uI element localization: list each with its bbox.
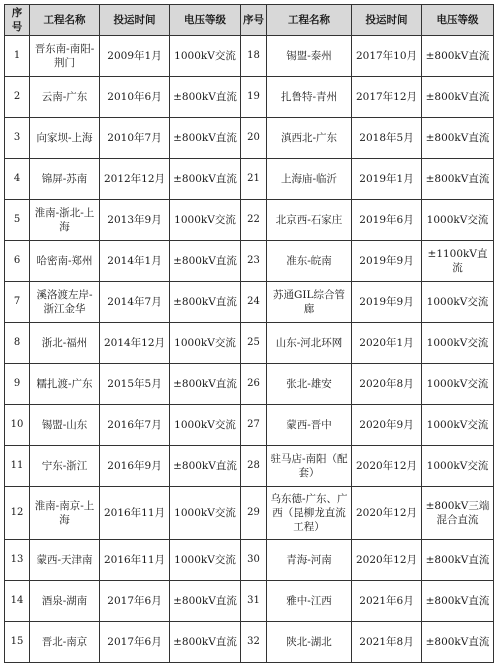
header-name-left: 工程名称	[30, 5, 100, 36]
table-row	[5, 364, 494, 405]
cell-commission-date-left: 2014年7月	[100, 282, 170, 323]
cell-commission-date-left: 2010年7月	[100, 118, 170, 159]
cell-commission-date-left: 2010年6月	[100, 77, 170, 118]
cell-project-name-right: 乌东德-广东、广西（昆柳龙直流工程）	[267, 487, 352, 540]
cell-project-name-right: 锡盟-泰州	[267, 36, 352, 77]
cell-commission-date-left: 2009年1月	[100, 36, 170, 77]
cell-no-left: 8	[5, 323, 30, 364]
cell-project-name-left: 晋北-南京	[30, 621, 100, 662]
cell-no-right: 31	[241, 580, 267, 621]
cell-project-name-left: 宁东-浙江	[30, 446, 100, 487]
cell-voltage-level-left: 1000kV交流	[170, 200, 241, 241]
cell-commission-date-left: 2016年7月	[100, 405, 170, 446]
cell-commission-date-right: 2017年10月	[352, 36, 422, 77]
cell-commission-date-left: 2017年6月	[100, 621, 170, 662]
cell-voltage-level-right: ±800kV直流	[422, 539, 494, 580]
cell-no-left: 3	[5, 118, 30, 159]
header-voltage-right: 电压等级	[422, 5, 494, 36]
cell-no-right: 22	[241, 200, 267, 241]
cell-no-right: 20	[241, 118, 267, 159]
cell-project-name-right: 苏通GIL综合管廊	[267, 282, 352, 323]
cell-project-name-right: 青海-河南	[267, 539, 352, 580]
header-date-right: 投运时间	[352, 5, 422, 36]
table-row	[5, 487, 494, 540]
header-no-left: 序号	[5, 5, 30, 36]
table-row	[5, 200, 494, 241]
cell-no-right: 27	[241, 405, 267, 446]
cell-voltage-level-right: 1000kV交流	[422, 323, 494, 364]
cell-no-left: 6	[5, 241, 30, 282]
cell-no-right: 25	[241, 323, 267, 364]
cell-no-right: 24	[241, 282, 267, 323]
table-row	[5, 36, 494, 77]
cell-commission-date-right: 2020年9月	[352, 405, 422, 446]
cell-no-right: 30	[241, 539, 267, 580]
cell-project-name-left: 云南-广东	[30, 77, 100, 118]
cell-voltage-level-right: ±800kV直流	[422, 621, 494, 662]
cell-project-name-left: 糯扎渡-广东	[30, 364, 100, 405]
cell-voltage-level-right: 1000kV交流	[422, 405, 494, 446]
cell-voltage-level-left: ±800kV直流	[170, 241, 241, 282]
cell-commission-date-right: 2021年8月	[352, 621, 422, 662]
cell-voltage-level-left: 1000kV交流	[170, 36, 241, 77]
cell-commission-date-left: 2016年11月	[100, 487, 170, 540]
cell-commission-date-right: 2020年1月	[352, 323, 422, 364]
cell-commission-date-left: 2015年5月	[100, 364, 170, 405]
table-row	[5, 405, 494, 446]
cell-voltage-level-left: ±800kV直流	[170, 159, 241, 200]
cell-no-right: 29	[241, 487, 267, 540]
cell-no-left: 13	[5, 539, 30, 580]
cell-no-right: 19	[241, 77, 267, 118]
cell-commission-date-right: 2018年5月	[352, 118, 422, 159]
cell-project-name-left: 蒙西-天津南	[30, 539, 100, 580]
table-row	[5, 446, 494, 487]
cell-voltage-level-right: ±800kV直流	[422, 77, 494, 118]
cell-commission-date-left: 2016年9月	[100, 446, 170, 487]
cell-commission-date-right: 2020年8月	[352, 364, 422, 405]
cell-project-name-right: 蒙西-晋中	[267, 405, 352, 446]
table-row	[5, 539, 494, 580]
cell-commission-date-right: 2019年6月	[352, 200, 422, 241]
cell-project-name-left: 晋东南-南阳-荆门	[30, 36, 100, 77]
cell-voltage-level-right: ±800kV三端混合直流	[422, 487, 494, 540]
header-row	[5, 5, 494, 36]
cell-voltage-level-right: 1000kV交流	[422, 446, 494, 487]
cell-project-name-right: 张北-雄安	[267, 364, 352, 405]
cell-voltage-level-left: 1000kV交流	[170, 323, 241, 364]
cell-voltage-level-right: ±800kV直流	[422, 159, 494, 200]
cell-voltage-level-left: 1000kV交流	[170, 539, 241, 580]
cell-no-left: 7	[5, 282, 30, 323]
cell-commission-date-left: 2012年12月	[100, 159, 170, 200]
cell-commission-date-left: 2014年12月	[100, 323, 170, 364]
cell-project-name-right: 扎鲁特-青州	[267, 77, 352, 118]
header-voltage-left: 电压等级	[170, 5, 241, 36]
cell-no-left: 9	[5, 364, 30, 405]
cell-no-right: 32	[241, 621, 267, 662]
cell-project-name-left: 向家坝-上海	[30, 118, 100, 159]
cell-commission-date-right: 2017年12月	[352, 77, 422, 118]
cell-project-name-right: 上海庙-临沂	[267, 159, 352, 200]
cell-no-left: 11	[5, 446, 30, 487]
cell-commission-date-right: 2020年12月	[352, 446, 422, 487]
cell-no-left: 14	[5, 580, 30, 621]
cell-voltage-level-left: ±800kV直流	[170, 580, 241, 621]
cell-no-left: 15	[5, 621, 30, 662]
cell-voltage-level-left: ±800kV直流	[170, 77, 241, 118]
cell-no-right: 26	[241, 364, 267, 405]
cell-voltage-level-left: ±800kV直流	[170, 282, 241, 323]
uhv-projects-table	[4, 4, 494, 663]
cell-commission-date-right: 2020年12月	[352, 539, 422, 580]
cell-project-name-right: 滇西北-广东	[267, 118, 352, 159]
cell-no-left: 1	[5, 36, 30, 77]
cell-no-left: 5	[5, 200, 30, 241]
cell-project-name-left: 锡盟-山东	[30, 405, 100, 446]
cell-project-name-right: 雅中-江西	[267, 580, 352, 621]
cell-voltage-level-right: 1000kV交流	[422, 282, 494, 323]
cell-commission-date-left: 2014年1月	[100, 241, 170, 282]
cell-commission-date-right: 2021年6月	[352, 580, 422, 621]
cell-voltage-level-left: ±800kV直流	[170, 621, 241, 662]
cell-no-left: 10	[5, 405, 30, 446]
cell-commission-date-left: 2017年6月	[100, 580, 170, 621]
cell-project-name-left: 溪洛渡左岸-浙江金华	[30, 282, 100, 323]
cell-voltage-level-right: ±800kV直流	[422, 118, 494, 159]
cell-voltage-level-left: 1000kV交流	[170, 487, 241, 540]
cell-no-left: 4	[5, 159, 30, 200]
cell-no-right: 23	[241, 241, 267, 282]
table-row	[5, 159, 494, 200]
table-row	[5, 323, 494, 364]
cell-voltage-level-right: ±1100kV直流	[422, 241, 494, 282]
cell-commission-date-right: 2019年9月	[352, 241, 422, 282]
cell-project-name-left: 哈密南-郑州	[30, 241, 100, 282]
table-row	[5, 241, 494, 282]
cell-project-name-left: 淮南-南京-上海	[30, 487, 100, 540]
header-date-left: 投运时间	[100, 5, 170, 36]
table-row	[5, 580, 494, 621]
cell-voltage-level-right: 1000kV交流	[422, 364, 494, 405]
cell-project-name-left: 淮南-浙北-上海	[30, 200, 100, 241]
cell-no-left: 12	[5, 487, 30, 540]
cell-commission-date-right: 2019年9月	[352, 282, 422, 323]
cell-project-name-left: 浙北-福州	[30, 323, 100, 364]
cell-commission-date-left: 2016年11月	[100, 539, 170, 580]
table-row	[5, 621, 494, 662]
cell-project-name-right: 准东-皖南	[267, 241, 352, 282]
cell-voltage-level-left: ±800kV直流	[170, 364, 241, 405]
cell-project-name-right: 陕北-湖北	[267, 621, 352, 662]
cell-project-name-left: 酒泉-湖南	[30, 580, 100, 621]
cell-voltage-level-left: 1000kV交流	[170, 405, 241, 446]
cell-voltage-level-left: ±800kV直流	[170, 446, 241, 487]
cell-project-name-right: 山东-河北环网	[267, 323, 352, 364]
header-no-right: 序号	[241, 5, 267, 36]
cell-no-left: 2	[5, 77, 30, 118]
cell-project-name-right: 驻马店-南阳（配套）	[267, 446, 352, 487]
cell-voltage-level-left: ±800kV直流	[170, 118, 241, 159]
cell-voltage-level-right: ±800kV直流	[422, 36, 494, 77]
cell-voltage-level-right: 1000kV交流	[422, 200, 494, 241]
cell-no-right: 28	[241, 446, 267, 487]
cell-project-name-right: 北京西-石家庄	[267, 200, 352, 241]
cell-commission-date-left: 2013年9月	[100, 200, 170, 241]
table-row	[5, 282, 494, 323]
cell-commission-date-right: 2020年12月	[352, 487, 422, 540]
cell-voltage-level-right: ±800kV直流	[422, 580, 494, 621]
cell-commission-date-right: 2019年1月	[352, 159, 422, 200]
cell-no-right: 18	[241, 36, 267, 77]
table-row	[5, 77, 494, 118]
header-name-right: 工程名称	[267, 5, 352, 36]
table-row	[5, 118, 494, 159]
cell-project-name-left: 锦屏-苏南	[30, 159, 100, 200]
cell-no-right: 21	[241, 159, 267, 200]
